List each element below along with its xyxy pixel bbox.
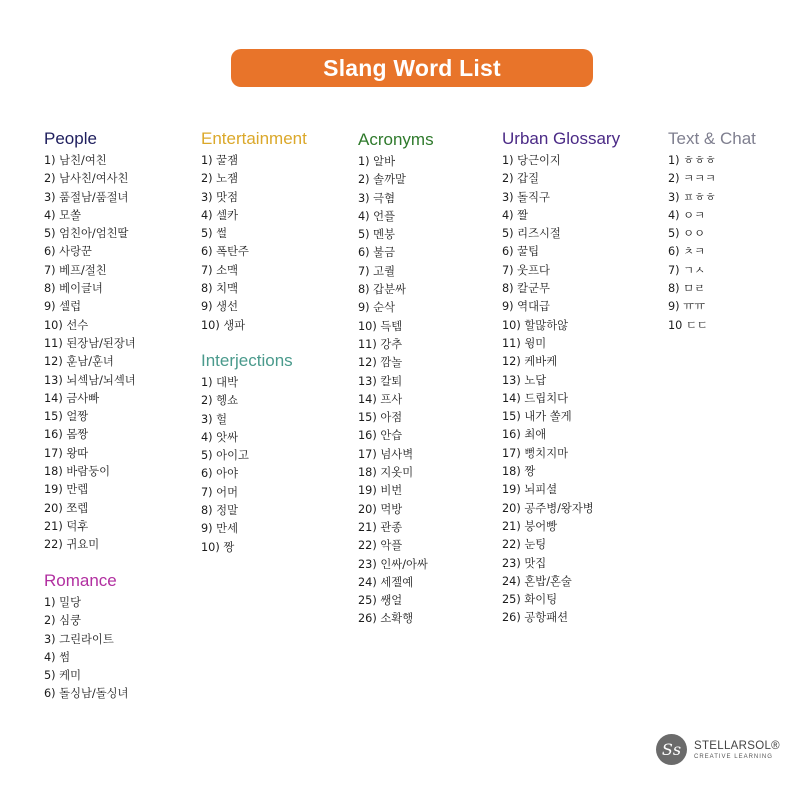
word-item: 14) 드립치다 [502,391,569,405]
word-item: 10 ㄷㄷ [668,318,708,332]
word-item: 5) ㅇㅇ [668,227,706,241]
word-item: 7) 어머 [201,485,239,499]
word-item: 3) 헐 [201,412,228,426]
word-item: 8) 칼군무 [502,282,550,296]
word-item: 9) 역대급 [502,300,550,314]
word-item: 14) 금사빠 [44,391,100,405]
word-item: 1) 밀당 [44,596,82,609]
category-entertainment [201,129,307,335]
word-item: 5) 아이고 [201,449,249,463]
word-item: 3) 품절남/품절녀 [44,190,129,204]
word-item: 15) 아점 [358,411,403,425]
word-list-entertainment [201,152,307,335]
word-item: 25) 쌩얼 [358,594,403,608]
word-item: 10) 생파 [201,318,246,332]
word-item: 25) 화이팅 [502,593,558,607]
word-item: 7) 베프/절친 [44,263,107,277]
word-item: 9) 생선 [201,300,239,314]
category-title-entertainment: Entertainment [201,129,307,148]
category-title-romance: Romance [44,571,117,590]
word-item: 10) 득템 [358,319,403,333]
brand-tagline: CREATIVE LEARNING [694,754,773,760]
word-item: 2) 노잼 [201,172,239,186]
word-item: 9) 순삭 [358,301,396,315]
brand-mark-letters: Ss [661,740,682,759]
word-item: 4) 셀카 [201,208,239,222]
word-item: 10) 짱 [201,540,235,554]
brand-mark-icon [656,734,687,765]
word-item: 4) 언플 [358,209,396,223]
word-item: 21) 관종 [358,520,403,534]
word-item: 6) 불금 [358,246,396,260]
category-people [44,129,136,555]
word-item: 17) 뻥치지마 [502,446,569,460]
word-item: 2) 남사친/여사친 [44,172,129,186]
word-item: 2) 심쿵 [44,614,82,628]
word-item: 16) 최애 [502,428,547,442]
word-item: 18) 짱 [502,465,536,479]
word-item: 8) 치맥 [201,282,239,296]
word-item: 12) 훈남/훈녀 [44,355,114,369]
word-item: 12) 케바케 [502,355,558,369]
word-item: 24) 혼밥/혼술 [502,574,572,588]
category-title-people: People [44,129,97,148]
word-item: 19) 비번 [358,484,403,498]
word-item: 18) 바람둥이 [44,465,111,479]
word-item: 6) 폭탄주 [201,245,249,259]
word-item: 14) 프사 [358,392,403,406]
word-item: 21) 덕후 [44,519,89,533]
word-item: 2) 솔까말 [358,173,406,187]
word-item: 22) 귀요미 [44,538,100,552]
word-item: 11) 윙미 [502,336,547,350]
word-item: 7) 소맥 [201,263,239,277]
word-item: 6) ㅊㅋ [668,245,706,259]
title-banner [231,49,593,87]
word-list-people [44,152,136,555]
word-item: 5) 썰 [201,227,228,241]
word-item: 5) 리즈시절 [502,227,561,241]
word-item: 1) 알바 [358,155,396,168]
word-item: 6) 아야 [201,467,239,481]
word-item: 8) 베이글녀 [44,282,103,296]
word-item: 3) 맛점 [201,190,239,204]
word-item: 8) 정말 [201,504,239,518]
word-item: 23) 인싸/아싸 [358,557,428,571]
word-item: 2) 갑질 [502,172,540,186]
word-item: 6) 돌싱남/돌싱녀 [44,687,129,701]
word-item: 17) 왕따 [44,446,89,460]
category-title-urban-glossary: Urban Glossary [502,129,621,148]
word-item: 16) 몸짱 [44,428,89,442]
word-item: 11) 된장남/된장녀 [44,336,136,350]
word-item: 5) 엄친아/엄친딸 [44,227,129,241]
word-item: 19) 만렙 [44,483,89,497]
word-item: 13) 칼퇴 [358,374,403,388]
word-item: 1) 꿀잼 [201,154,239,167]
word-item: 6) 사랑꾼 [44,245,92,259]
word-item: 7) 고퀄 [358,264,396,278]
brand-logo [656,734,780,766]
word-item: 16) 안습 [358,429,403,443]
brand-name: STELLARSOL® [694,740,780,752]
word-item: 15) 얼짱 [44,410,89,424]
word-item: 26) 소확행 [358,612,414,626]
word-item: 3) ㅍㅎㅎ [668,190,716,204]
word-item: 18) 지옷미 [358,466,414,480]
word-item: 21) 붕어빵 [502,519,558,533]
word-item: 2) 헹쇼 [201,394,239,408]
word-item: 12) 깜놀 [358,356,403,370]
word-item: 24) 세젤예 [358,575,414,589]
word-item: 13) 노답 [502,373,547,387]
word-item: 9) 만세 [201,522,239,536]
word-item: 15) 내가 쏠게 [502,410,572,424]
word-list-interjections [201,374,293,557]
word-item: 1) ㅎㅎㅎ [668,154,716,167]
word-item: 3) 돌직구 [502,190,550,204]
category-acronyms [358,130,434,629]
category-title-interjections: Interjections [201,351,293,370]
word-item: 5) 케미 [44,669,82,683]
word-item: 13) 뇌섹남/뇌섹녀 [44,373,136,387]
word-item: 6) 꿀팁 [502,245,540,259]
category-interjections [201,351,293,557]
word-list-romance [44,594,128,704]
word-item: 8) 갑분싸 [358,283,406,297]
word-item: 20) 먹방 [358,502,403,516]
word-item: 1) 남친/여친 [44,154,107,167]
word-list-urban-glossary [502,152,620,628]
word-item: 4) ㅇㅋ [668,208,706,222]
word-item: 7) 웃프다 [502,263,550,277]
word-item: 4) 모쏠 [44,208,82,222]
word-item: 7) ㄱㅅ [668,263,706,277]
word-item: 4) 짤 [502,208,529,222]
word-item: 3) 그린라이트 [44,632,114,646]
category-romance [44,571,128,704]
word-item: 20) 쪼렙 [44,501,89,515]
word-list-acronyms [358,153,434,629]
word-item: 1) 대박 [201,376,239,389]
word-item: 2) ㅋㅋㅋ [668,172,716,186]
word-item: 10) 할많하않 [502,318,569,332]
category-text-chat [668,129,756,335]
word-item: 4) 썸 [44,650,71,664]
word-item: 22) 눈팅 [502,538,547,552]
page-title: Slang Word List [323,54,501,81]
category-title-text-chat: Text & Chat [668,129,756,148]
word-item: 17) 넘사벽 [358,447,414,461]
word-item: 5) 멘붕 [358,228,396,242]
word-item: 9) ㅠㅠ [668,300,706,314]
category-urban-glossary [502,129,620,628]
word-item: 20) 공주병/왕자병 [502,501,594,515]
word-item: 26) 공항패션 [502,611,569,625]
word-list-text-chat [668,152,756,335]
word-item: 10) 선수 [44,318,89,332]
category-title-acronyms: Acronyms [358,130,434,149]
word-item: 23) 맛집 [502,556,547,570]
word-item: 1) 당근이지 [502,154,561,167]
word-item: 11) 강추 [358,337,403,351]
word-item: 19) 뇌피셜 [502,483,558,497]
word-item: 9) 셀럽 [44,300,82,314]
word-item: 8) ㅁㄹ [668,282,706,296]
word-item: 4) 앗싸 [201,430,239,444]
word-item: 22) 악플 [358,539,403,553]
word-item: 3) 극혐 [358,191,396,205]
